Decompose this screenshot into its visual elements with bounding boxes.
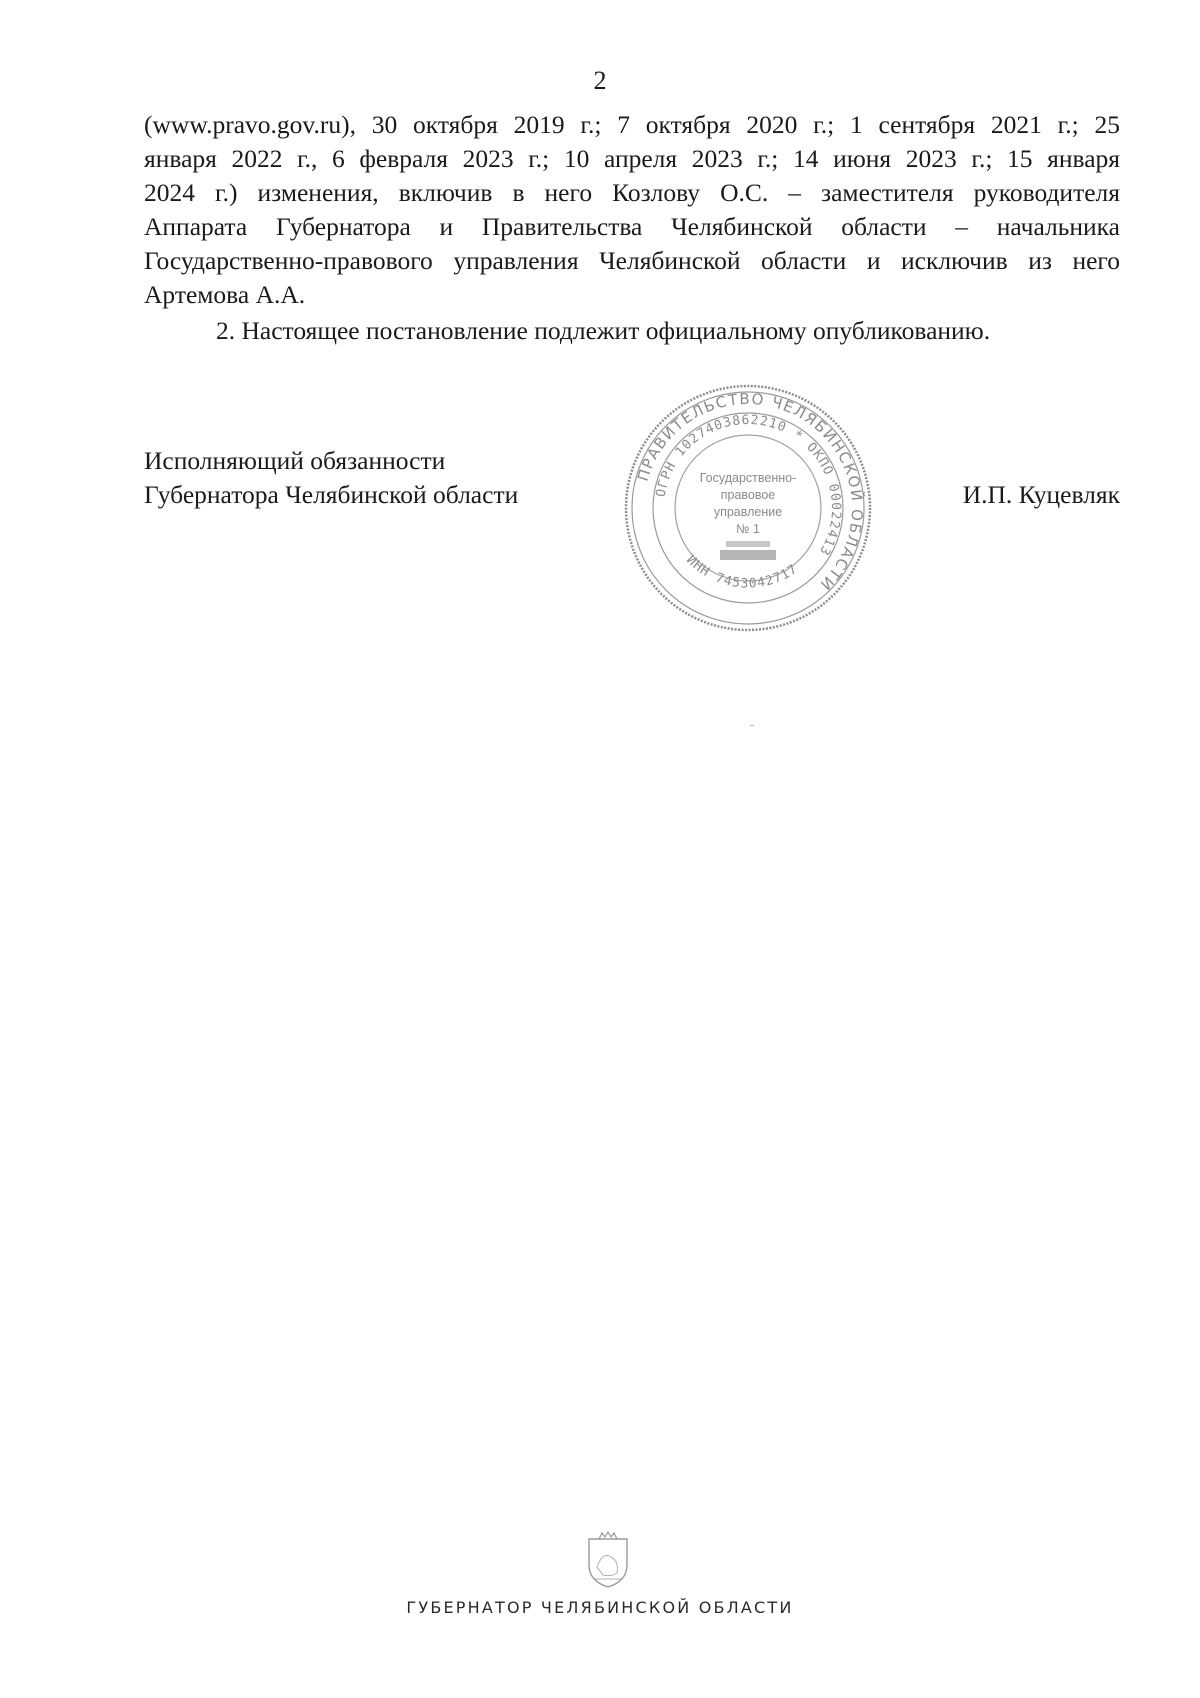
seal-outer-text: ПРАВИТЕЛЬСТВО ЧЕЛЯБИНСКОЙ ОБЛАСТИ bbox=[633, 389, 867, 595]
text-line: 2024 г.) изменения, включив в него Козлову О.С. – заместителя руководителя bbox=[144, 178, 1120, 207]
text-line: (www.pravo.gov.ru), 30 октября 2019 г.; 7 октября 2020 г.; 1 сентября 2021 г.; 25 bbox=[144, 110, 1120, 139]
document-body bbox=[144, 108, 1120, 348]
signer-title-line: Исполняющий обязанности bbox=[144, 446, 446, 475]
official-seal bbox=[620, 380, 876, 636]
seal-inn-text: ИНН 7453042717 bbox=[683, 552, 801, 592]
seal-center-line: управление bbox=[713, 505, 783, 519]
paragraph-1 bbox=[144, 108, 1120, 312]
text-line: января 2022 г., 6 февраля 2023 г.; 10 апреля 2023 г.; 14 июня 2023 г.; 15 января bbox=[144, 144, 1120, 173]
paragraph-2: 2. Настоящее постановление подлежит официальному опубликованию. bbox=[216, 316, 991, 345]
signer-name: И.П. Куцевляк bbox=[962, 480, 1120, 509]
text-line: Государственно-правового управления Челябинской области и исключив из него bbox=[144, 246, 1120, 275]
seal-center-line: № 1 bbox=[736, 522, 760, 536]
signer-title bbox=[144, 444, 518, 512]
seal-emblem-mark bbox=[726, 541, 770, 547]
footer-title: ГУБЕРНАТОР ЧЕЛЯБИНСКОЙ ОБЛАСТИ bbox=[406, 1598, 794, 1617]
scan-speck bbox=[750, 725, 754, 726]
seal-emblem-mark bbox=[720, 550, 776, 560]
seal-center-line: Государственно- bbox=[699, 471, 797, 485]
coat-of-arms-icon bbox=[585, 1531, 631, 1589]
text-line: Аппарата Губернатора и Правительства Челябинской области – начальника bbox=[144, 212, 1120, 241]
page-number: 2 bbox=[593, 66, 607, 95]
seal-center-line: правовое bbox=[720, 488, 776, 502]
seal-ring-text: ОГРН 1027403862210 * ОКПО 00022413 bbox=[653, 412, 844, 559]
seal-graphic bbox=[620, 380, 876, 636]
signer-title-line: Губернатора Челябинской области bbox=[144, 480, 519, 509]
text-line: Артемова А.А. bbox=[144, 280, 306, 309]
